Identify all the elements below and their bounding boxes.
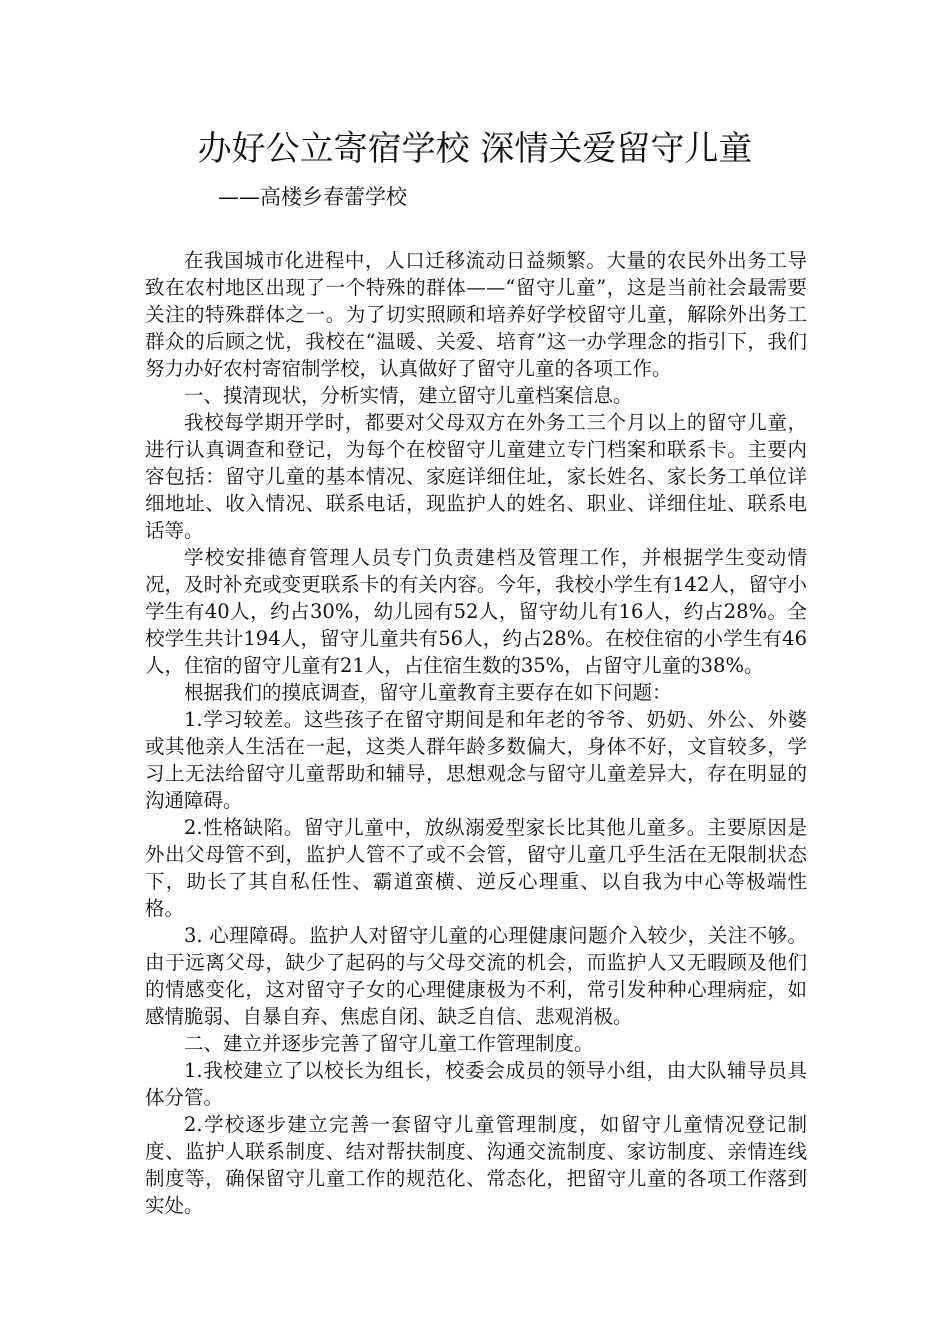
- problem-item-1: 1.学习较差。这些孩子在留守期间是和年老的爷爷、奶奶、外公、外婆或其他亲人生活在一起，这类人群年龄多数偏大，身体不好，文盲较多，学习上无法给留守儿童帮助和辅导，思想观念与留守儿童差异大，存在明显的沟通障碍。: [145, 708, 807, 812]
- problem-item-2: 2.性格缺陷。留守儿童中，放纵溺爱型家长比其他儿童多。主要原因是外出父母管不到，监护人管不了或不会管，留守儿童几乎生活在无限制状态下，助长了其自私任性、霸道蛮横、逆反心理重、以自我为中心等极端性格。: [145, 816, 807, 920]
- section-heading-1: 一、摸清现状，分析实情，建立留守儿童档案信息。: [184, 384, 633, 407]
- document-subtitle: ——高楼乡春蕾学校: [218, 185, 407, 209]
- section-heading-2: 二、建立并逐步完善了留守儿童工作管理制度。: [184, 1032, 594, 1055]
- problem-item-3: 3. 心理障碍。监护人对留守儿童的心理健康问题介入较少，关注不够。由于远离父母，缺少了起码的与父母交流的机会，而监护人又无暇顾及他们的情感变化，这对留守子女的心理健康极为不利，常引发种种心理病症，如感情脆弱、自暴自弃、焦虑自闭、缺乏自信、悲观消极。: [145, 924, 807, 1028]
- document-title: 办好公立寄宿学校 深情关爱留守儿童: [197, 129, 753, 169]
- paragraph-archive: 我校每学期开学时，都要对父母双方在外务工三个月以上的留守儿童，进行认真调查和登记，为每个在校留守儿童建立专门档案和联系卡。主要内容包括：留守儿童的基本情况、家庭详细住址，家长姓名、家长务工单位详细地址、收入情况、联系电话，现监护人的姓名、职业、详细住址、联系电话等。: [145, 411, 807, 542]
- paragraph-intro: 在我国城市化进程中，人口迁移流动日益频繁。大量的农民外出务工导致在农村地区出现了一个特殊的群体——“留守儿童”，这是当前社会最需要关注的特殊群体之一。为了切实照顾和培养好学校留守儿童，解除外出务工群众的后顾之忧，我校在“温暖、关爱、培育”这一办学理念的指引下，我们努力办好农村寄宿制学校，认真做好了留守儿童的各项工作。: [145, 249, 807, 380]
- paragraph-problems-intro: 根据我们的摸底调查，留守儿童教育主要存在如下问题：: [184, 681, 672, 704]
- paragraph-statistics: 学校安排德育管理人员专门负责建档及管理工作，并根据学生变动情况，及时补充或变更联系卡的有关内容。今年，我校小学生有142人，留守小学生有40人，约占30%，幼儿园有52人，留守幼儿有16人，约占28%。全校学生共计194人，留守儿童共有56人，约占28%。在校住宿的小学生有46人，住宿的留守儿童有21人，占住宿生数的35%，占留守儿童的38%。: [145, 546, 807, 677]
- system-item-2: 2.学校逐步建立完善一套留守儿童管理制度，如留守儿童情况登记制度、监护人联系制度、结对帮扶制度、沟通交流制度、家访制度、亲情连线制度等，确保留守儿童工作的规范化、常态化，把留守儿童的各项工作落到实处。: [145, 1113, 807, 1217]
- document-body: [145, 247, 807, 1219]
- system-item-1: 1.我校建立了以校长为组长，校委会成员的领导小组，由大队辅导员具体分管。: [145, 1059, 807, 1109]
